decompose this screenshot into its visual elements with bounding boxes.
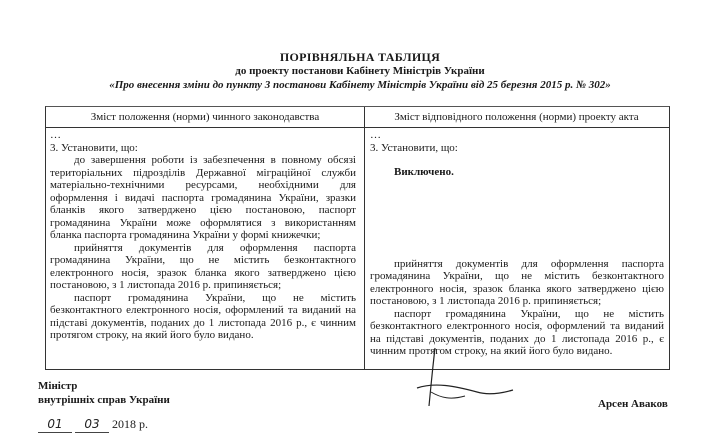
column-header-draft-act: Зміст відповідного положення (норми) проекту акта	[364, 107, 669, 128]
ellipsis: …	[370, 129, 381, 141]
comparison-table	[45, 106, 670, 370]
clause-paragraph: прийняття документів для оформлення паспорта громадянина України, що не містить безконтактного електронного носія, зразок бланка якого затверджено цією постановою, з 1 листопада 2016 р. припиняється;	[370, 257, 664, 307]
document-header	[0, 50, 720, 92]
ministry-name: внутрішніх справ України	[38, 394, 170, 406]
signatory-position	[38, 379, 170, 407]
excluded-note: Виключено.	[394, 166, 454, 178]
clause-paragraph: паспорт громадянина України, що не містить безконтактного електронного носія, оформлений та виданий на підставі документів, поданих до 1 листопада 2016 р., є чинним протягом строку, на який його було видано.	[50, 291, 356, 341]
clause-paragraph: до завершення роботи із забезпечення в повному обсязі територіальних підрозділів Державної міграційної служби матеріально-технічними ресурсами, необхідними для оформлення і видачі паспорта громадянина України, зразки бланків якого затверджено цією постановою, паспорт громадянина України може оформлятися з використанням бланка паспорта громадянина України у формі книжечки;	[50, 154, 356, 241]
clause-paragraph: прийняття документів для оформлення паспорта громадянина України, що не містить безконтактного електронного носія, зразок бланка якого затверджено цією постановою, з 1 листопада 2016 р. припиняється;	[50, 241, 356, 291]
clause-intro: 3. Установити, що:	[50, 141, 138, 154]
clause-intro: 3. Установити, що:	[370, 141, 458, 154]
decree-title: «Про внесення зміни до пункту 3 постанови Кабінету Міністрів України від 25 березня 2015 р. № 302»	[109, 79, 611, 91]
date-day: 01	[47, 417, 63, 431]
clause-paragraph: паспорт громадянина України, що не містить безконтактного електронного носія, оформлений та виданий на підставі документів, поданих до 1 листопада 2016 р., є чинним протягом строку, на який його було видано.	[370, 307, 664, 357]
draft-act-column	[370, 129, 664, 358]
date-year: 2018 р.	[112, 417, 148, 431]
ellipsis: …	[50, 129, 61, 141]
position-title: Міністр	[38, 380, 78, 392]
current-law-column	[50, 129, 356, 342]
column-header-current-law: Зміст положення (норми) чинного законодавства	[46, 107, 364, 128]
document-title: ПОРІВНЯЛЬНА ТАБЛИЦЯ	[279, 50, 441, 64]
signature-date	[38, 417, 148, 433]
column-divider	[364, 107, 365, 369]
handwritten-signature	[395, 340, 525, 410]
signatory-name: Арсен Аваков	[598, 398, 668, 410]
document-subtitle: до проекту постанови Кабінету Міністрів України	[235, 65, 485, 77]
date-month: 03	[84, 417, 100, 431]
